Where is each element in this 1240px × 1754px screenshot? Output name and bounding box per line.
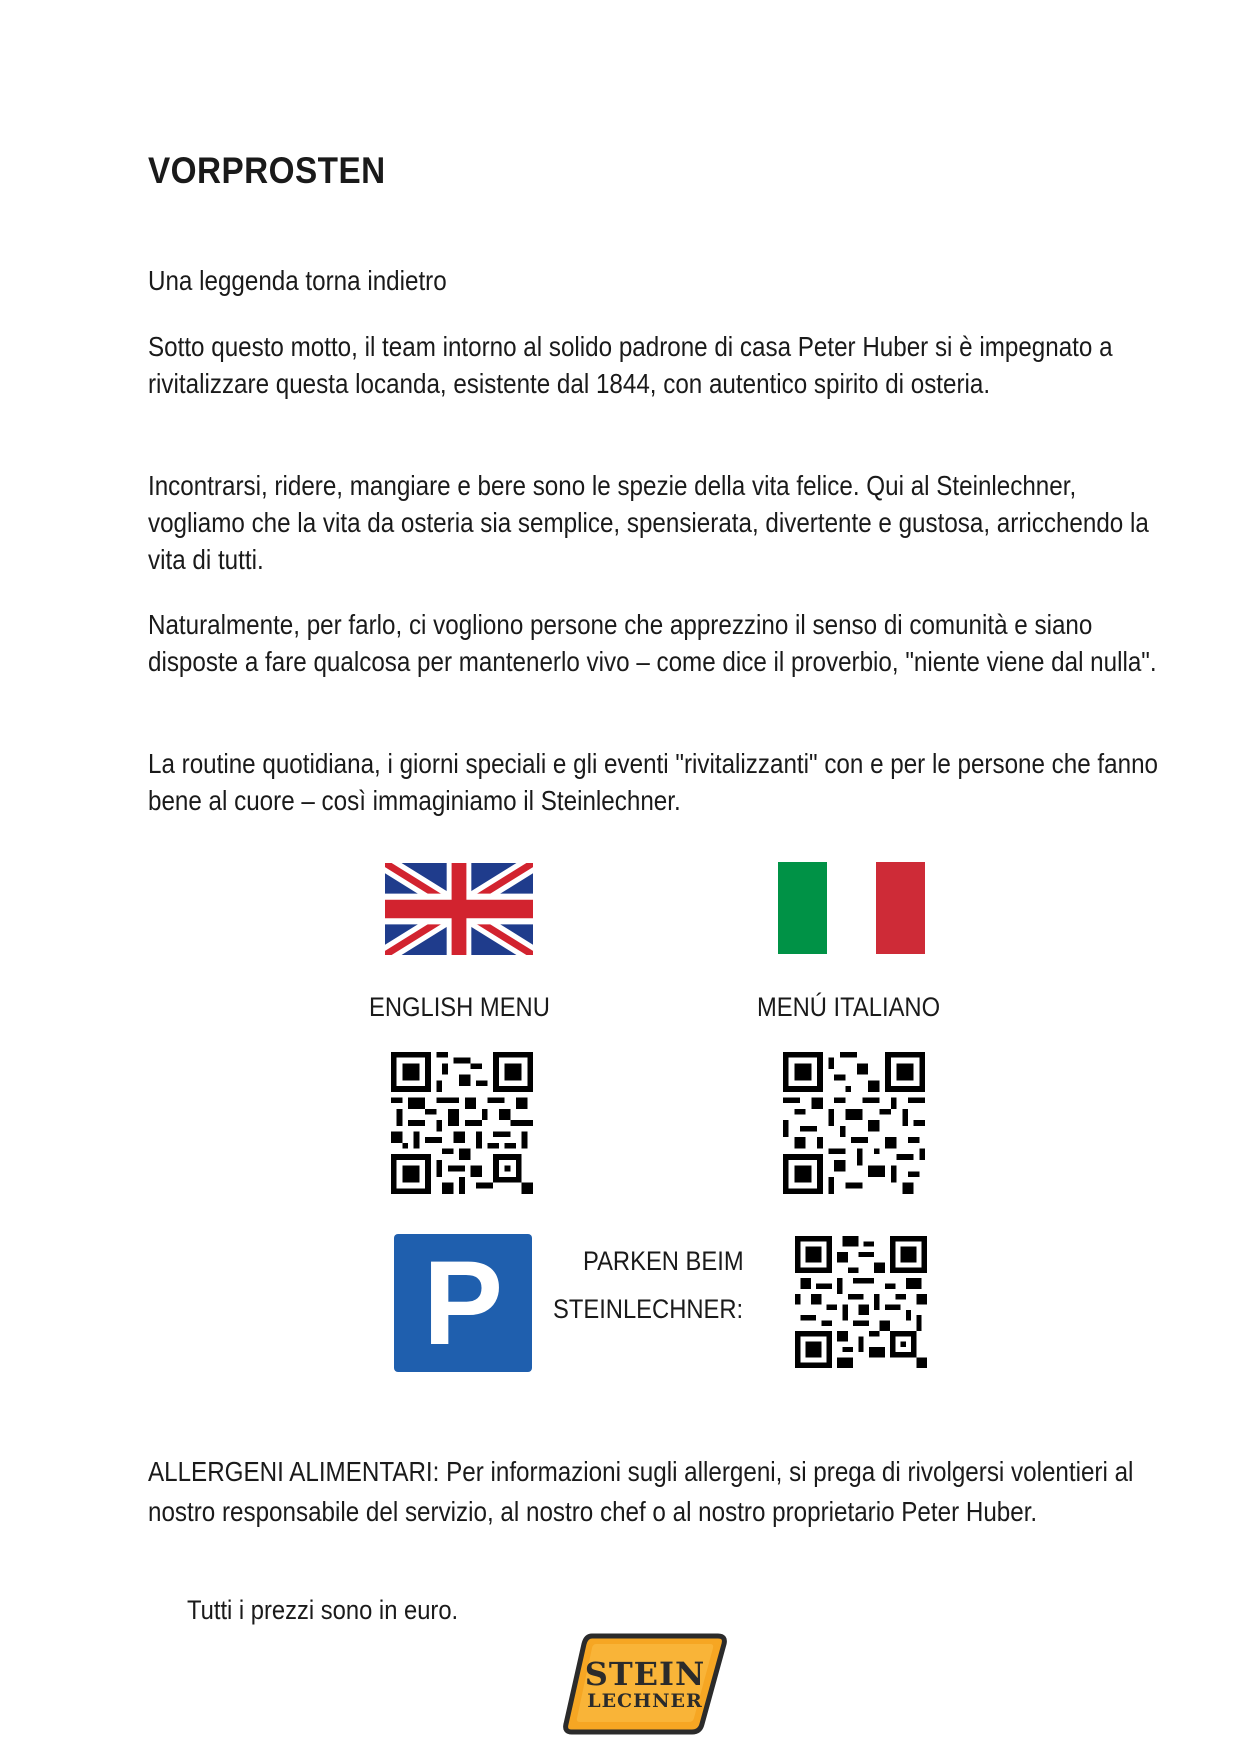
- allergen-info: ALLERGENI ALIMENTARI: Per informazioni sugli allergeni, si prega di rivolgersi volentieri al nostro responsabile del servizio, al nostro chef o al nostro proprietario Peter Huber.: [148, 1456, 1134, 1527]
- parking-label-line1: PARKEN BEIM: [583, 1246, 744, 1276]
- italy-flag-icon: [778, 862, 925, 959]
- intro-paragraph-life: Incontrarsi, ridere, mangiare e bere sono le spezie della vita felice. Qui al Steinlechner, vogliamo che la vita da osteria sia semplice, spensierata, divertente e gustosa, arricchendo la vita di tutti.: [148, 470, 1149, 575]
- parking-sign-icon: [394, 1234, 532, 1372]
- intro-paragraph-vision: La routine quotidiana, i giorni speciali e gli eventi "rivitalizzanti" con e per le persone che fanno bene al cuore – così immaginiamo il Steinlechner.: [148, 748, 1158, 816]
- parking-sign-letter: P: [422, 1236, 504, 1370]
- english-menu-qr-code[interactable]: [391, 1052, 533, 1194]
- italian-menu-label: MENÚ ITALIANO: [757, 992, 941, 1022]
- parking-qr-code[interactable]: [795, 1236, 927, 1368]
- logo-text-stein: STEIN: [584, 1655, 706, 1693]
- page-title: VORPROSTEN: [148, 150, 386, 191]
- parking-label-line2: STEINLECHNER:: [553, 1294, 744, 1324]
- steinlechner-logo: [560, 1628, 730, 1741]
- italian-menu-qr-code[interactable]: [783, 1052, 925, 1194]
- intro-paragraph-community: Naturalmente, per farlo, ci vogliono persone che apprezzino il senso di comunità e siano disposte a fare qualcosa per mantenerlo vivo – come dice il proverbio, "niente viene dal nulla".: [148, 609, 1157, 677]
- intro-paragraph-motto: Una leggenda torna indietro: [148, 265, 447, 296]
- english-menu-label: ENGLISH MENU: [369, 992, 550, 1022]
- prices-note: Tutti i prezzi sono in euro.: [187, 1595, 459, 1625]
- logo-text-lechner: LECHNER: [587, 1690, 703, 1712]
- uk-flag-icon: [385, 863, 533, 960]
- intro-paragraph-history: Sotto questo motto, il team intorno al solido padrone di casa Peter Huber si è impegnato a rivitalizzare questa locanda, esistente dal 1844, con autentico spirito di osteria.: [148, 331, 1113, 399]
